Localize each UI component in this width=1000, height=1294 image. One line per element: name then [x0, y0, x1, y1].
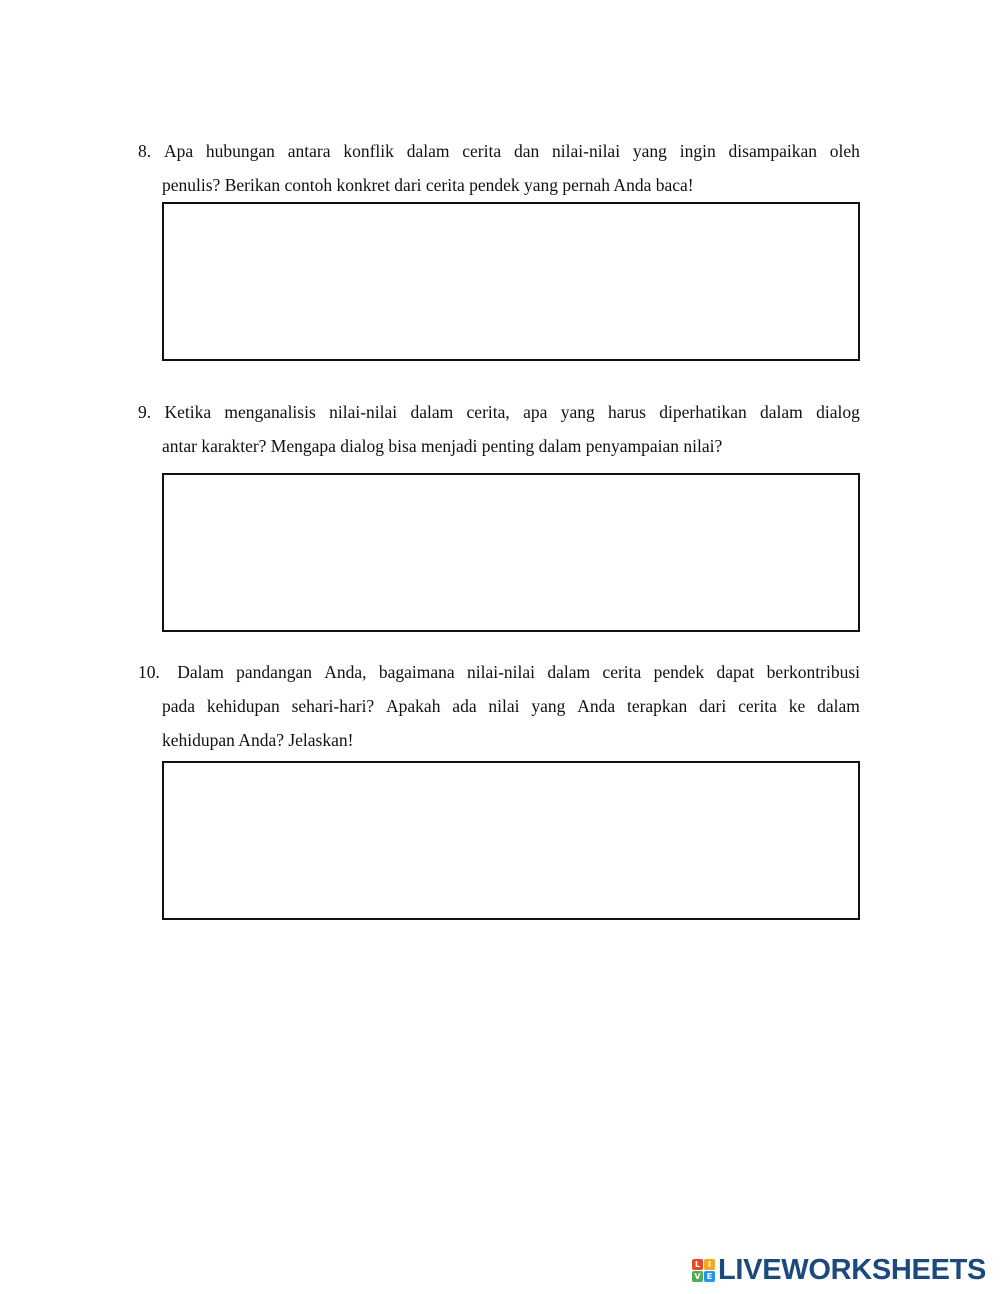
logo-text: LIVEWORKSHEETS [718, 1253, 987, 1286]
question-9 [138, 395, 860, 463]
question-9-line-2: antar karakter? Mengapa dialog bisa menjadi penting dalam penyampaian nilai? [162, 436, 723, 456]
question-number: 10. [138, 662, 160, 682]
logo-mark-letter: I [704, 1259, 715, 1270]
logo-mark-letter: V [692, 1271, 703, 1282]
liveworksheets-logo [692, 1253, 986, 1287]
answer-box-8[interactable] [162, 202, 860, 361]
question-8 [138, 134, 860, 202]
question-8-line-1: 8. Apa hubungan antara konflik dalam cerita dan nilai-nilai yang ingin disampaikan oleh [138, 134, 860, 168]
logo-mark-letter: L [692, 1259, 703, 1270]
answer-box-10[interactable] [162, 761, 860, 920]
question-8-line-2: penulis? Berikan contoh konkret dari cerita pendek yang pernah Anda baca! [162, 175, 694, 195]
logo-mark-letter: E [704, 1271, 715, 1282]
answer-box-9[interactable] [162, 473, 860, 632]
logo-mark-icon [692, 1259, 715, 1282]
question-10 [138, 655, 860, 757]
question-9-line-1: 9. Ketika menganalisis nilai-nilai dalam cerita, apa yang harus diperhatikan dalam dialog [138, 395, 860, 429]
question-10-line-2: pada kehidupan sehari-hari? Apakah ada nilai yang Anda terapkan dari cerita ke dalam [162, 696, 860, 716]
question-number: 9. [138, 402, 152, 422]
question-10-line-3: kehidupan Anda? Jelaskan! [162, 730, 354, 750]
question-10-line-1: 10. Dalam pandangan Anda, bagaimana nilai-nilai dalam cerita pendek dapat berkontribusi [138, 655, 860, 689]
question-number: 8. [138, 141, 152, 161]
